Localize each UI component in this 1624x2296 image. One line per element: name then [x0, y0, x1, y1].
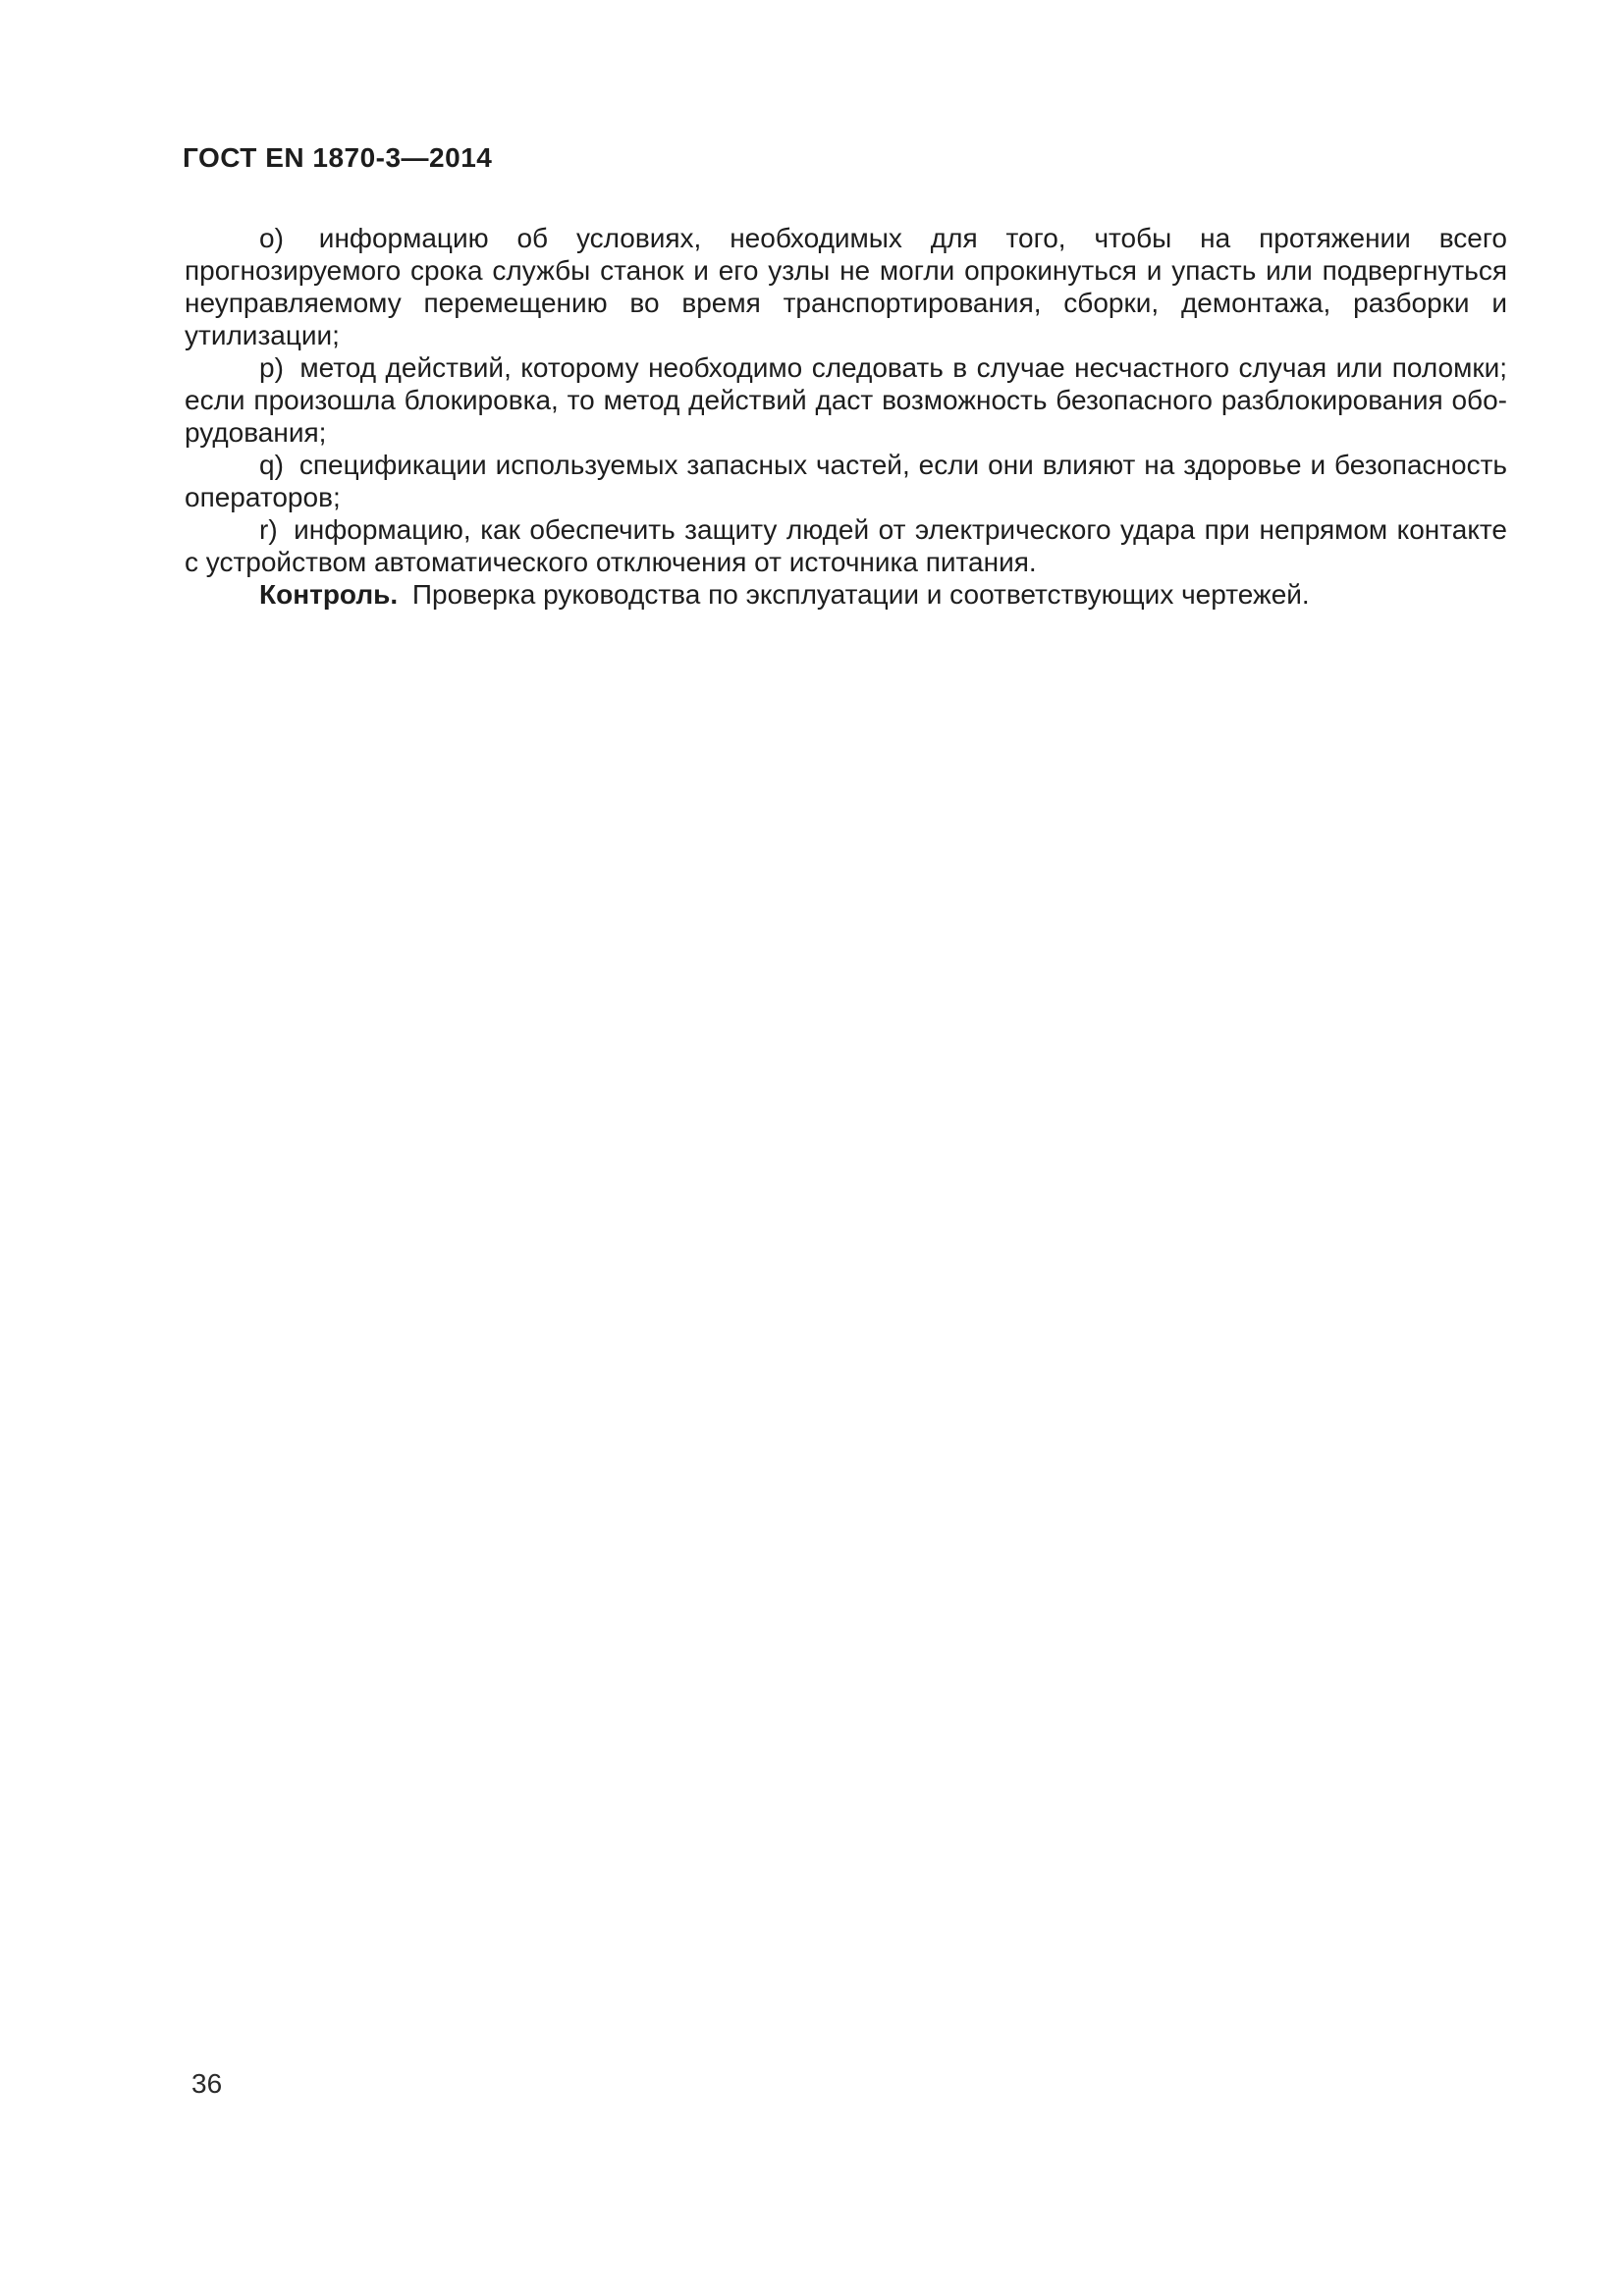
paragraph: [185, 222, 1507, 351]
page-number: 36: [191, 2068, 223, 2099]
list-item-label: o): [259, 223, 284, 253]
standard-designation: ГОСТ EN 1870-3—2014: [183, 142, 493, 173]
paragraph-text: информацию, как обеспечить защиту людей от электрического удара при непрямом контакте с устройством автоматического отключения от источника питания.: [185, 514, 1507, 577]
list-item-label: q): [259, 450, 284, 480]
list-item-label: p): [259, 352, 284, 383]
paragraph: [185, 449, 1507, 513]
paragraph: [185, 513, 1507, 578]
paragraph: [185, 578, 1507, 611]
list-item-label: r): [259, 514, 278, 545]
paragraph-text: метод действий, которому необходимо следовать в случае несчастного случая или поломки; если произошла блокировка, то метод действий даст возможность безопасного разблокирования оборудования;: [185, 352, 1507, 448]
paragraph-text: информацию об условиях, необходимых для того, чтобы на протяжении всего прогнозируемого срока службы станок и его узлы не могли опрокинуться и упасть или подвергнуться неуправляемому перемещению во время транспортирования, сборки, демонтажа, разборки и утилизации;: [185, 223, 1508, 350]
body-text: [185, 222, 1507, 611]
list-item-label: Контроль.: [259, 579, 399, 610]
paragraph-text: спецификации используемых запасных частей, если они влияют на здоровье и безопасность операторов;: [185, 450, 1507, 512]
paragraph: [185, 351, 1507, 449]
paragraph-text: Проверка руководства по эксплуатации и соответствующих чертежей.: [411, 579, 1310, 610]
